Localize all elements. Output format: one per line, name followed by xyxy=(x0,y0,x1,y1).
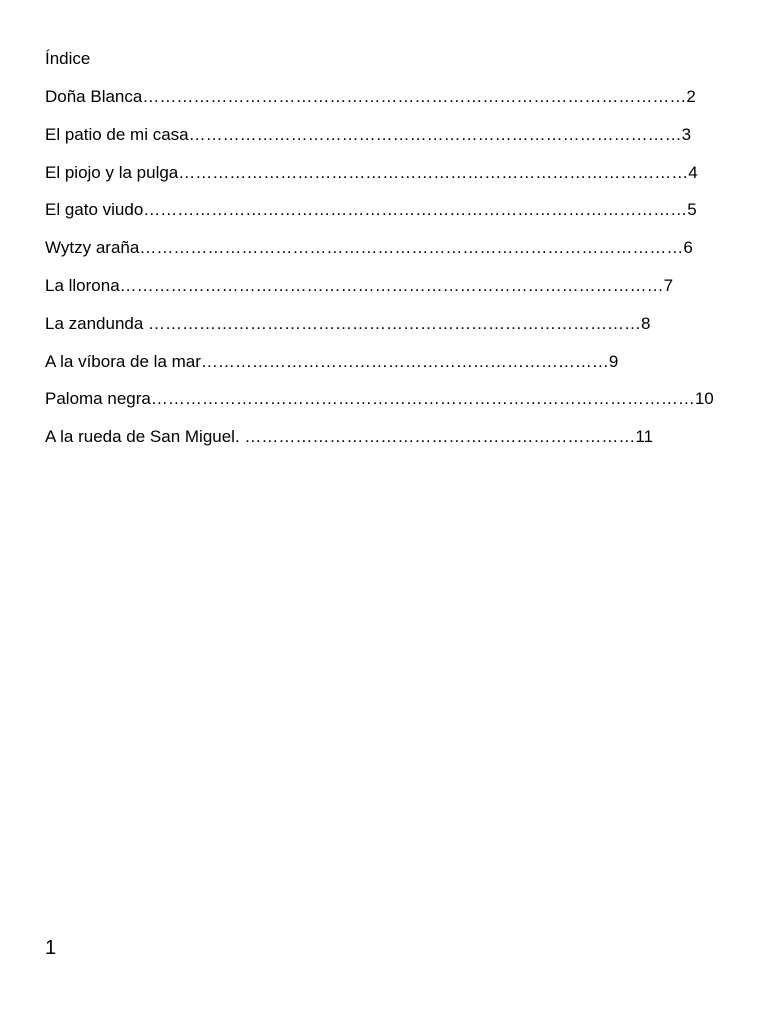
page-number: 1 xyxy=(45,937,57,959)
toc-entry-text: A la víbora de la mar………………………………………………………………9 xyxy=(45,351,619,371)
toc-entry-text: Wytzy araña……………………………………………………………………………………6 xyxy=(45,238,693,258)
toc-entry-text: A la rueda de San Miguel. ……………………………………………………………11 xyxy=(45,427,654,447)
toc-entry-text: La zandunda ……………………………………………………………………………8 xyxy=(45,313,651,333)
toc-entry-text: El gato viudo……………………………………………………………………………………5 xyxy=(45,200,697,220)
toc-entry-text: Doña Blanca……………………………………………………………………………………2 xyxy=(45,87,696,106)
toc-entry-text: La llorona……………………………………………………………………………………7 xyxy=(45,275,674,295)
toc-entry-text: El piojo y la pulga………………………………………………………………………………4 xyxy=(45,162,698,182)
toc-entry-text: El patio de mi casa……………………………………………………………………………3 xyxy=(45,124,692,144)
toc-entry-text: Paloma negra……………………………………………………………………………………10 xyxy=(45,389,714,409)
index-heading: Índice xyxy=(45,49,91,68)
